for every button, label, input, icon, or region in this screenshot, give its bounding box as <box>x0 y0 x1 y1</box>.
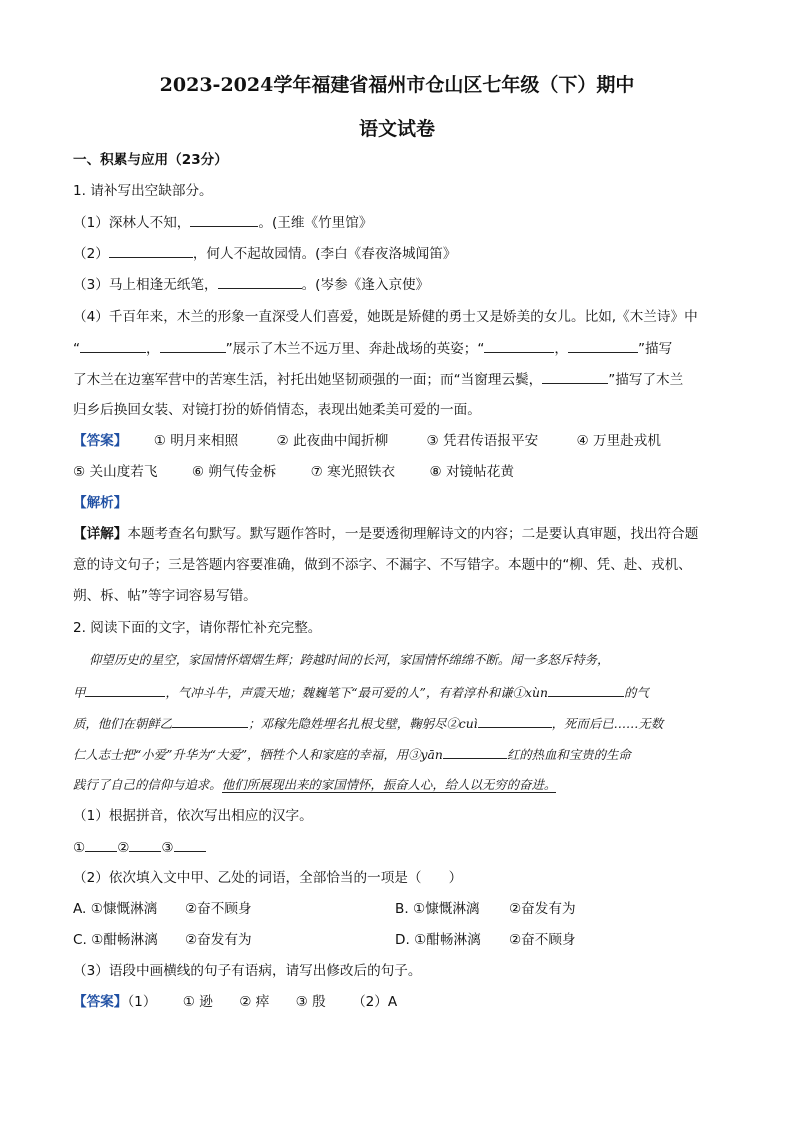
mark-number: ③ <box>161 840 174 856</box>
q1-part3-pre: （3）马上相逢无纸笔， <box>73 277 218 293</box>
text-fragment: ③yān <box>408 747 443 762</box>
fill-blank <box>484 338 554 353</box>
q1-part4-line4: 归乡后换回女装、对镜打扮的娇俏情态，表现出她柔美可爱的一面。 <box>73 402 481 418</box>
text-fragment: 的气 <box>623 685 649 700</box>
q1-part1-pre: （1）深林人不知， <box>73 215 191 231</box>
answer-item <box>429 462 513 482</box>
text-fragment: 仁人志士把“小爱”升华为“大爱”，牺牲个人和家庭的幸福，用 <box>73 747 409 762</box>
fill-blank <box>542 369 608 384</box>
answer-text: 瘁 <box>255 994 270 1010</box>
option-c-second: ②奋发有为 <box>185 932 252 948</box>
q2-options-row1 <box>73 899 723 919</box>
q1-answer-row1 <box>73 431 723 451</box>
answer-item <box>311 462 395 482</box>
q1-part3-post: 。(岑参《逢入京使》 <box>301 277 430 293</box>
page-subtitle: 语文试卷 <box>358 118 435 140</box>
text-fragment: ， <box>146 341 160 357</box>
fill-blank <box>190 212 258 227</box>
q2-sub3: （3）语段中画横线的句子有语病，请写出修改后的句子。 <box>73 963 422 979</box>
q1-part2 <box>73 243 723 264</box>
q2-answer <box>73 992 723 1012</box>
fill-blank <box>443 744 507 759</box>
page-title: 2023-2024学年福建省福州市仓山区七年级（下）期中 <box>159 74 635 96</box>
answer-number: ① <box>182 994 195 1010</box>
section-heading: 一、积累与应用（23分） <box>73 152 228 168</box>
q2-sub1-blanks <box>73 837 723 858</box>
fill-blank <box>548 682 624 697</box>
q2-sub2: （2）依次填入文中甲、乙处的词语，全部恰当的一项是（ ） <box>73 870 463 886</box>
text-fragment: ②cuì <box>446 716 478 731</box>
q1-detail-line3: 朔、柝、帖”等字词容易写错。 <box>73 588 257 604</box>
text-fragment: ， <box>554 341 569 357</box>
answer-text: 殷 <box>312 994 326 1010</box>
option-a-second: ②奋不顾身 <box>185 901 252 917</box>
option-d-second: ②奋不顾身 <box>509 932 576 948</box>
mark-number: ② <box>117 840 130 856</box>
answer-number: ③ <box>295 994 308 1010</box>
fill-blank <box>478 713 552 728</box>
answer-text: 对镜帖花黄 <box>445 464 514 480</box>
analysis-label: 【解析】 <box>73 495 128 511</box>
fill-blank <box>160 338 226 353</box>
q1-part1 <box>73 212 723 233</box>
fill-blank <box>109 243 193 258</box>
answer-item <box>154 431 238 451</box>
answer-label: 【答案】 <box>73 433 128 449</box>
option-b-label: B. ①慷慨淋漓 <box>395 901 480 917</box>
answer-number: ② <box>276 433 289 449</box>
text-fragment: 了木兰在边塞军营中的苦寒生活，衬托出她坚韧顽强的一面；而“当窗理云鬓， <box>73 372 543 388</box>
text-fragment: ；邓稼先隐姓埋名扎根戈壁，鞠躬尽 <box>248 716 447 731</box>
fill-blank <box>172 713 248 728</box>
text-fragment: 甲 <box>73 685 86 700</box>
fill-blank <box>218 274 302 289</box>
answer-number: ⑦ <box>310 464 323 480</box>
answer-text: 凭君传语报平安 <box>443 433 539 449</box>
q2-sub1: （1）根据拼音，依次写出相应的汉字。 <box>73 808 313 824</box>
passage-line4 <box>73 744 723 765</box>
answer-part1-label: （1） <box>127 994 157 1010</box>
answer-item <box>73 462 157 482</box>
q1-part1-post: 。(王维《竹里馆》 <box>258 215 373 231</box>
fill-blank <box>85 682 165 697</box>
answer-text: 朔气传金柝 <box>208 464 277 480</box>
q1-part2-post: ，何人不起故园情。(李白《春夜洛城闻笛》 <box>192 246 457 262</box>
answer-item <box>427 431 539 451</box>
q1-part2-pre: （2） <box>73 246 109 262</box>
q2-stem: 2. 阅读下面的文字，请你帮忙补充完整。 <box>73 620 322 636</box>
answer-number: ② <box>239 994 252 1010</box>
text-fragment: 红的热血和宝贵的生命 <box>506 747 631 762</box>
answer-number: ③ <box>426 433 439 449</box>
q1-stem: 1. 请补写出空缺部分。 <box>73 183 213 199</box>
text-fragment: ①xùn <box>512 685 548 700</box>
text-fragment: ”描写 <box>638 341 673 357</box>
answer-number: ④ <box>576 433 589 449</box>
text-fragment: 践行了自己的信仰与追求。 <box>73 777 222 792</box>
mark-number: ① <box>73 840 86 856</box>
passage-line5 <box>73 775 723 795</box>
answer-item <box>192 462 276 482</box>
answer-part2: （2）A <box>352 994 398 1010</box>
text-fragment: ”展示了木兰不远万里、奔赴战场的英姿；“ <box>225 341 485 357</box>
fill-blank <box>568 338 638 353</box>
option-a-label: A. ①慷慨淋漓 <box>73 901 158 917</box>
answer-item <box>239 992 269 1012</box>
text-fragment: “ <box>73 341 81 357</box>
answer-text: 寒光照铁衣 <box>327 464 396 480</box>
answer-number: ⑥ <box>191 464 204 480</box>
detail-text: 本题考查名句默写。默写题作答时，一是要透彻理解诗文的内容；二是要认真审题，找出符合题 <box>127 526 699 542</box>
passage-line1: 仰望历史的星空，家国情怀熠熠生辉；跨越时间的长河，家国情怀绵绵不断。闻一多怒斥特务， <box>89 652 610 667</box>
fill-blank <box>80 338 146 353</box>
answer-item <box>277 431 389 451</box>
text-fragment: 质，他们在朝鲜乙 <box>73 716 173 731</box>
fill-blank <box>85 837 117 852</box>
fill-blank <box>129 837 161 852</box>
answer-item <box>183 992 213 1012</box>
q1-detail-line2: 意的诗文句子；三是答题内容要准确，做到不添字、不漏字、不写错字。本题中的“柳、凭、赴、戎机、 <box>73 557 692 573</box>
q1-part3 <box>73 274 723 295</box>
underlined-sentence: 他们所展现出来的家国情怀，振奋人心，给人以无穷的奋进。 <box>221 777 557 792</box>
text-fragment: ，死而后已……无数 <box>551 716 664 731</box>
q1-part4-line1: （4）千百年来，木兰的形象一直深受人们喜爱，她既是矫健的勇士又是娇美的女儿。比如,《木兰诗》中 <box>73 309 698 325</box>
answer-item <box>296 992 326 1012</box>
answer-text: 此夜曲中闻折柳 <box>293 433 389 449</box>
answer-text: 明月来相照 <box>170 433 239 449</box>
answer-label: 【答案】 <box>73 994 128 1010</box>
answer-number: ⑧ <box>429 464 442 480</box>
option-d-label: D. ①酣畅淋漓 <box>395 932 481 948</box>
q1-detail-line1 <box>73 524 723 544</box>
q1-part4-line2 <box>73 338 723 359</box>
answer-number: ⑤ <box>73 464 86 480</box>
q1-part4-line3 <box>73 369 723 390</box>
answer-number: ① <box>153 433 166 449</box>
text-fragment: ，气冲斗牛，声震天地；魏巍笔下“最可爱的人”，有着淳朴和谦 <box>165 685 513 700</box>
option-c-label: C. ①酣畅淋漓 <box>73 932 158 948</box>
answer-text: 逊 <box>199 994 213 1010</box>
fill-blank <box>174 837 206 852</box>
answer-text: 关山度若飞 <box>89 464 158 480</box>
q2-options-row2 <box>73 930 723 950</box>
text-fragment: ”描写了木兰 <box>608 372 684 388</box>
answer-text: 万里赴戎机 <box>593 433 661 449</box>
passage-line2 <box>73 682 723 703</box>
option-b-second: ②奋发有为 <box>509 901 576 917</box>
passage-line3 <box>73 713 723 734</box>
answer-item <box>577 431 661 451</box>
q1-answer-row2 <box>73 462 723 482</box>
detail-label: 【详解】 <box>73 526 128 542</box>
